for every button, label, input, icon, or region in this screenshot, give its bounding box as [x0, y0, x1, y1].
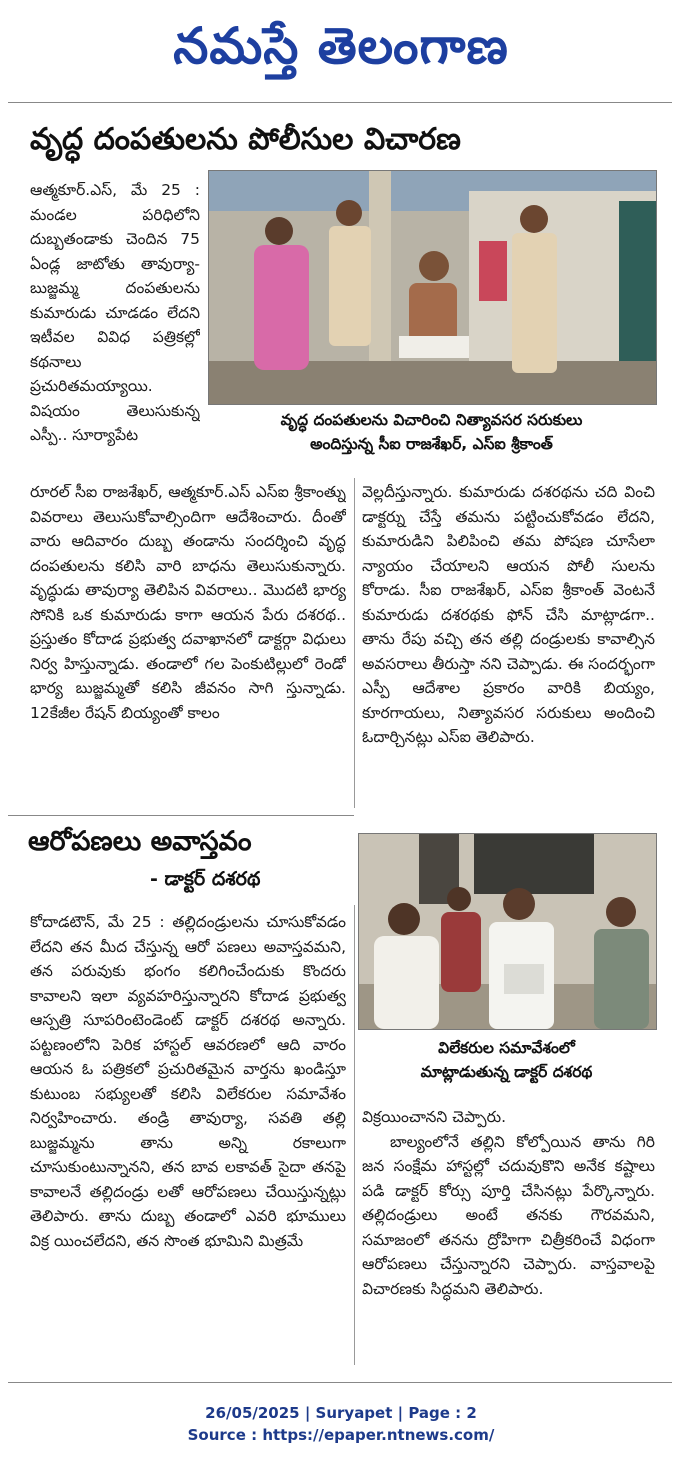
story1-photo: [208, 170, 657, 405]
masthead-divider: [8, 102, 672, 103]
story2-caption-line2: మాట్లాడుతున్న డాక్టర్ దశరథ: [420, 1063, 593, 1081]
story1-column-divider: [354, 478, 355, 808]
story2-subhead: - డాక్టర్ దశరథ: [150, 868, 261, 890]
story1-caption-line2: అందిస్తున్న సీఐ రాజశేఖర్, ఎస్ఐ శ్రీకాంత్: [310, 435, 553, 453]
footer-date-edition: 26/05/2025 | Suryapet | Page : 2: [205, 1404, 477, 1422]
story1-text-right: వెల్లదీస్తున్నారు. కుమారుడు దశరథను చది వించి డాక్టర్ను చేస్తే తమను పట్టించుకోవడం లేదని, కుమారుడిని పిలిపించి తమ పోషణ చూసేలా న్యాయం చేయాలని ఆయన పోలీ సులను కోరాడు. సీఐ రాజశేఖర్, ఎస్ఐ శ్రీకాంత్ వెంటనే కుమారుడు దశరథకు ఫోన్ చేసి మాట్లాడగా.. తాను రేపు వచ్చి తన తల్లి దండ్రులకు కావాల్సిన అవసరాలు తీరుస్తా నని చెప్పాడు. ఈ సందర్భంగా ఎస్పీ ఆదేశాల ప్రకారం వారికి బియ్యం, కూరగాయలు, నిత్యావసర సరుకులు అందించి ఓదార్చినట్లు ఎస్ఐ తెలిపారు.: [362, 483, 655, 746]
story2-photo-illustration: [359, 834, 656, 1029]
story1-headline: వృద్ధ దంపతులను పోలీసుల విచారణ: [30, 122, 461, 157]
story1-column-left-top: [30, 178, 200, 470]
story2-photo: [358, 833, 657, 1030]
story1-caption: [208, 408, 655, 456]
story2-caption: [358, 1036, 655, 1084]
story2-column-right: [362, 1105, 655, 1365]
story2-text-right-p1: విక్రయించానని చెప్పారు.: [362, 1108, 507, 1126]
story1-column-right: [362, 480, 655, 810]
story1-photo-illustration: [209, 171, 656, 404]
story2-caption-line1: విలేకరుల సమావేశంలో: [438, 1039, 575, 1057]
story2-column-divider: [354, 905, 355, 1365]
story2-text-right-p2: బాల్యంలోనే తల్లిని కోల్పోయిన తాను గిరి జన సంక్షేమ హాస్టల్లో చదువుకొని అనేక కష్టాలు పడి డాక్టర్ కోర్సు పూర్తి చేసినట్లు పేర్కొన్నారు. తల్లిదండ్రులు అంటే తనకు గౌరవమని, సమాజంలో తనను ద్రోహిగా చిత్రీకరించే విధంగా ఆరోపణలు చేస్తున్నారని చెప్పారు. వాస్తవాలపై విచారణకు సిద్ధమని తెలిపారు.: [362, 1132, 655, 1298]
story1-text-left: రూరల్ సీఐ రాజశేఖర్, ఆత్మకూర్.ఎస్ ఎస్ఐ శ్రీకాంత్ను వివరాలు తెలుసుకోవాల్సిందిగా ఆదేశించారు. దీంతో వారు ఆదివారం దుబ్బ తండాను సందర్శించి వృద్ధ దంపతులను కలిసి వారి బాధను తెలుసుకున్నారు. వృద్ధుడు తావుర్యా తెలిపిన వివరాలు.. మొదటి భార్య సోనికి ఒక కుమారుడు కాగా ఆయన పేరు దశరథ.. ప్రస్తుతం కోదాడ ప్రభుత్వ దవాఖానలో డాక్టర్గా విధులు నిర్వ హిస్తున్నాడు. తండాలో గల పెంకుటిల్లులో రెండో భార్య బుజ్జమ్మతో కలిసి జీవనం సాగి స్తున్నాడు. 12కేజీల రేషన్ బియ్యంతో కాలం: [30, 483, 346, 722]
story1-text-left-top: ఆత్మకూర్.ఎస్, మే 25 : మండల పరిధిలోని దుబ్బతండాకు చెందిన 75 ఏండ్ల జాటోతు తావుర్యా-బుజ్జమ్మ దంపతులను కుమారుడు చూడడం లేదని ఇటీవల వివిధ పత్రికల్లో కథనాలు ప్రచురితమయ్యాయి. విషయం తెలుసుకున్న ఎస్పీ.. సూర్యాపేట: [30, 181, 200, 444]
footer-source-link[interactable]: Source : https://epaper.ntnews.com/: [187, 1426, 495, 1444]
story2-text-left: కోదాడటౌన్, మే 25 : తల్లిదండ్రులను చూసుకోవడం లేదని తన మీద చేస్తున్న ఆరో పణలు అవాస్తవమని, తన పరువుకు భంగం కలిగించేందుకు కొందరు కావాలని ఇలా వ్యవహరిస్తున్నారని కోదాడ ప్రభుత్వ ఆస్పత్రి సూపరింటెండెంట్ డాక్టర్ దశరథ అన్నారు. పట్టణంలోని పెరిక హాస్టల్ ఆవరణలో ఆది వారం ఆయన ఓ పత్రికలో ప్రచురితమైన వార్తను ఖండిస్తూ కుటుంబ సభ్యులతో కలిసి విలేకరుల సమావేశం నిర్వహించారు. తండ్రి తావుర్యా, సవతి తల్లి బుజ్జమ్మను తాను అన్ని రకాలుగా చూసుకుంటున్నానని, తన బావ లకావత్ సైదా తనపై కావాలనే తల్లిదండ్రు లతో ఆరోపణలు చేయిస్తున్నట్లు తెలిపారు. తాను దుబ్బ తండాలో ఎవరి భూములు విక్ర యించలేదని, తన సొంత భూమిని మిత్రమే: [30, 913, 346, 1250]
story2-headline: ఆరోపణలు అవాస్తవం: [28, 826, 252, 857]
masthead-title: నమస్తే తెలంగాణ: [173, 16, 509, 75]
story-divider: [8, 815, 354, 816]
story1-column-left: [30, 480, 346, 810]
story1-caption-line1: వృద్ధ దంపతులను విచారించి నిత్యావసర సరుకులు: [280, 411, 583, 429]
story2-column-left: [30, 910, 346, 1366]
page-bottom-divider: [8, 1382, 672, 1383]
